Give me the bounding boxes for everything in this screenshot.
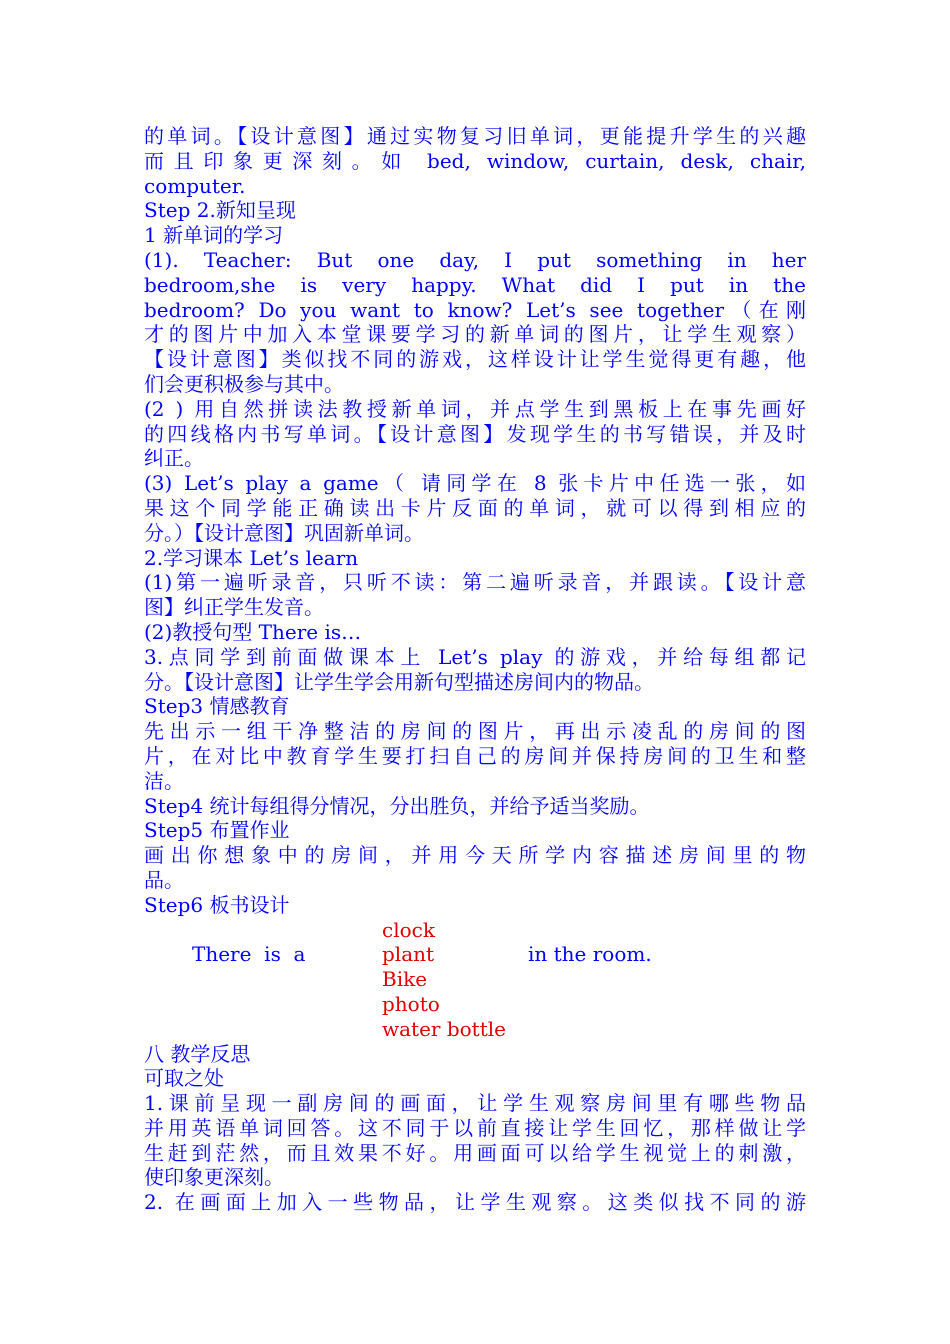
text-line: Step 2.新知呈现 — [144, 198, 296, 223]
board-word: Bike — [382, 967, 428, 992]
text-line: 八 教学反思 — [144, 1041, 251, 1066]
blackboard-design — [144, 918, 806, 1042]
text-line: 并用英语单词回答。这不同于以前直接让学生回忆，那样做让学 — [144, 1115, 806, 1140]
text-line: Step3 情感教育 — [144, 694, 290, 719]
text-line: Step4 统计每组得分情况，分出胜负，并给予适当奖励。 — [144, 793, 650, 818]
text-line: bedroom? Do you want to know? Let’s see together（在刚 — [144, 297, 806, 322]
text-line: (2 ) 用自然拼读法教授新单词，并点学生到黑板上在事先画好 — [144, 396, 806, 421]
text-line: 图】纠正学生发音。 — [144, 595, 324, 620]
text-line: 品。 — [144, 867, 184, 892]
text-line: (2)教授句型 There is… — [144, 619, 362, 644]
text-line: (1)第一遍听录音，只听不读：第二遍听录音，并跟读。【设计意 — [144, 570, 806, 595]
text-line: 果这个同学能正确读出卡片反面的单词，就可以得到相应的 — [144, 495, 806, 520]
text-line: 使印象更深刻。 — [144, 1165, 284, 1190]
text-line: 的四线格内书写单词。【设计意图】发现学生的书写错误，并及时 — [144, 421, 806, 446]
board-word: photo — [382, 991, 440, 1016]
text-line: 1.课前呈现一副房间的画面，让学生观察房间里有哪些物品 — [144, 1091, 806, 1116]
board-word-list — [382, 918, 506, 1042]
text-line: (1). Teacher: But one day, I put something in her — [144, 247, 806, 272]
text-line: 画出你想象中的房间，并用今天所学内容描述房间里的物 — [144, 843, 806, 868]
board-sentence-start: There is a — [192, 942, 306, 967]
text-line: 分。）【设计意图】巩固新单词。 — [144, 520, 424, 545]
board-sentence-end: in the room. — [528, 942, 652, 967]
text-line: 【设计意图】类似找不同的游戏，这样设计让学生觉得更有趣，他 — [144, 347, 806, 372]
text-line: 2. 在画面上加入一些物品，让学生观察。这类似找不同的游 — [144, 1190, 806, 1215]
teaching-reflection-text — [144, 1042, 806, 1216]
text-line: 可取之处 — [144, 1066, 224, 1091]
text-line: 先出示一组干净整洁的房间的图片，再出示凌乱的房间的图 — [144, 719, 806, 744]
text-line: 1 新单词的学习 — [144, 223, 284, 248]
text-line: 生赶到茫然，而且效果不好。用画面可以给学生视觉上的刺激， — [144, 1140, 806, 1165]
text-line: 们会更积极参与其中。 — [144, 371, 344, 396]
text-line: Step6 板书设计 — [144, 892, 290, 917]
text-line: 分。【设计意图】让学生学会用新句型描述房间内的物品。 — [144, 669, 654, 694]
text-line: bedroom,she is very happy. What did I put in the — [144, 272, 806, 297]
board-word: plant — [382, 942, 435, 967]
text-line: 3.点同学到前面做课本上 Let’s play 的游戏，并给每组都记 — [144, 644, 806, 669]
text-line: 洁。 — [144, 768, 184, 793]
text-line: computer. — [144, 173, 246, 198]
text-line: 片，在对比中教育学生要打扫自己的房间并保持房间的卫生和整 — [144, 743, 806, 768]
board-word: clock — [382, 917, 435, 942]
text-line: 才的图片中加入本堂课要学习的新单词的图片，让学生观察） — [144, 322, 806, 347]
text-line: 纠正。 — [144, 446, 204, 471]
text-line: 而且印象更深刻。如 bed, window, curtain, desk, chair, — [144, 148, 806, 173]
text-line: 的单词。【设计意图】通过实物复习旧单词，更能提升学生的兴趣 — [144, 124, 806, 148]
board-word: water bottle — [382, 1016, 506, 1041]
text-line: Step5 布置作业 — [144, 818, 290, 843]
text-line: 2.学习课本 Let’s learn — [144, 545, 359, 570]
lesson-steps-text — [144, 124, 806, 918]
document-body — [144, 124, 806, 1215]
text-line: (3) Let’s play a game（ 请同学在 8 张卡片中任选一张，如 — [144, 471, 806, 496]
